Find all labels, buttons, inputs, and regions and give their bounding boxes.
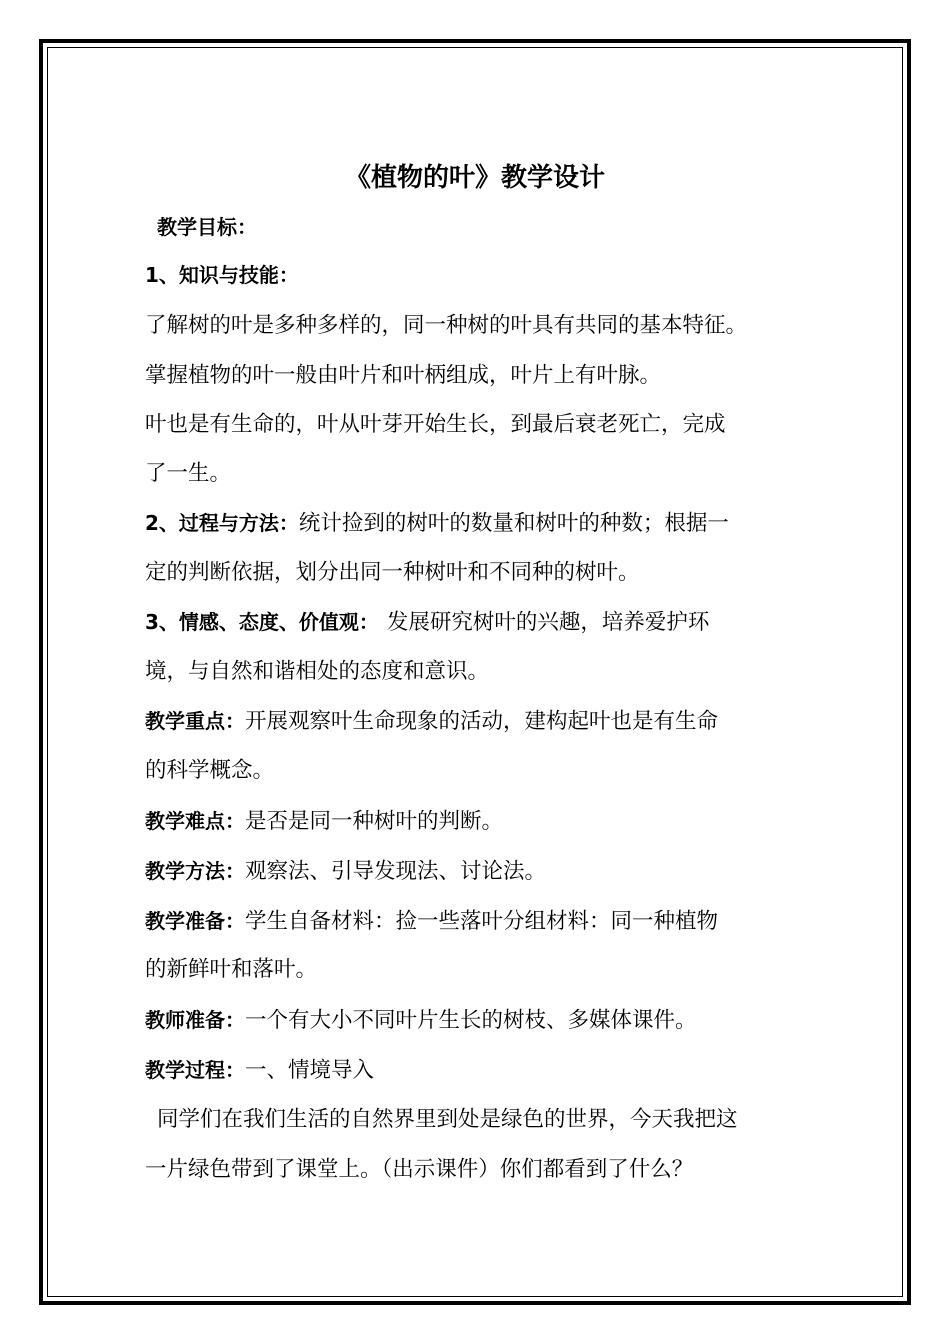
objectives-heading [145,212,257,243]
paragraph-line: 了解树的叶是多种多样的，同一种树的叶具有共同的基本特征。 [145,313,748,338]
paragraph-line: 定的判断依据，划分出同一种树叶和不同种的树叶。 [145,560,640,585]
section-3-line [145,607,709,638]
document-title: 《植物的叶》教学设计 [344,163,605,193]
paragraph-line: 境，与自然和谐相处的态度和意识。 [145,659,490,684]
teaching-method-text: 观察法、引导发现法、讨论法。 [245,859,547,884]
teacher-prep-label: 教师准备： [145,1008,245,1032]
teaching-focus-text: 开展观察叶生命现象的活动，建构起叶也是有生命 [245,709,719,734]
section-2-text: 统计捡到的树叶的数量和树叶的种数；根据一 [298,511,729,536]
teaching-difficulty-label: 教学难点： [145,809,245,833]
intro-line-1: 同学们在我们生活的自然界里到处是绿色的世界，今天我把这 [157,1107,738,1132]
teaching-process-line [145,1055,374,1086]
paragraph-line: 掌握植物的叶一般由叶片和叶柄组成，叶片上有叶脉。 [145,363,662,388]
section-2-label: 2、过程与方法： [145,511,299,535]
teaching-prep-label: 教学准备： [145,909,245,933]
teaching-process-label: 教学过程： [145,1058,245,1082]
paragraph-line: 的科学概念。 [145,758,275,783]
teaching-prep-text: 学生自备材料：捡一些落叶分组材料：同一种植物 [245,909,719,934]
section-1-heading [145,260,299,291]
teaching-prep-line [145,906,718,937]
section-1-heading-text: 1、知识与技能： [145,263,299,287]
paragraph-line: 叶也是有生命的，叶从叶芽开始生长，到最后衰老死亡，完成 [145,412,726,437]
paragraph-line: 的新鲜叶和落叶。 [145,957,318,982]
teaching-difficulty-line [145,806,503,837]
objectives-heading-text: 教学目标： [157,215,257,239]
teaching-focus-label: 教学重点： [145,709,245,733]
section-3-label: 3、情感、态度、价值观： [145,610,379,634]
paragraph-line: 了一生。 [145,461,232,486]
teacher-prep-text: 一个有大小不同叶片生长的树枝、多媒体课件。 [245,1008,697,1033]
teaching-method-label: 教学方法： [145,859,245,883]
teaching-difficulty-text: 是否是同一种树叶的判断。 [245,809,504,834]
teacher-prep-line [145,1005,697,1036]
section-2-line [145,508,729,539]
teaching-focus-line [145,706,718,737]
teaching-process-text: 一、情境导入 [245,1058,375,1083]
section-3-text: 发展研究树叶的兴趣，培养爱护环 [386,610,710,635]
intro-line-2: 一片绿色带到了课堂上。（出示课件）你们都看到了什么？ [145,1157,694,1182]
teaching-method-line [145,856,546,887]
